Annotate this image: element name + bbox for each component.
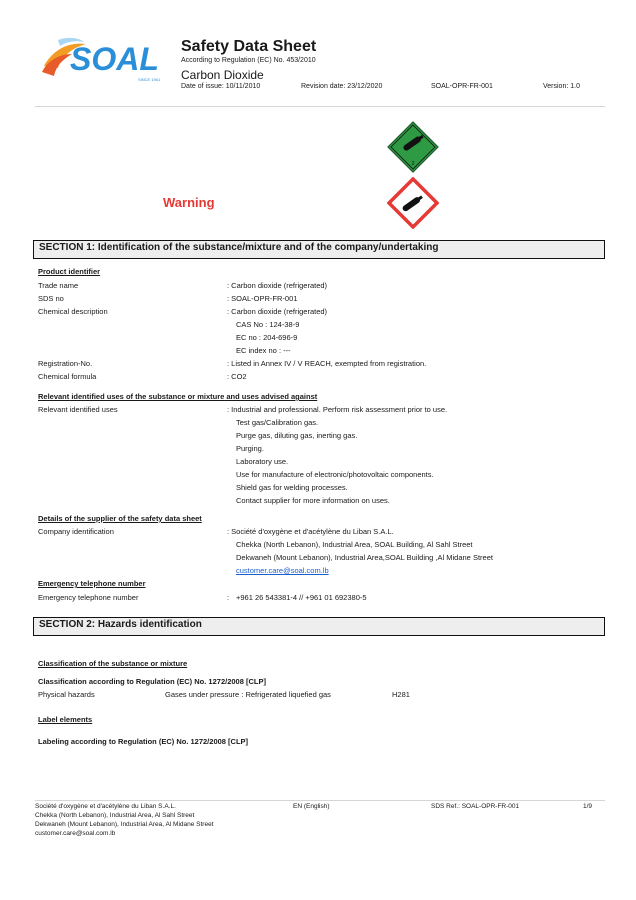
label-elements-heading: Label elements (38, 715, 93, 724)
transport-class-number: 2 (411, 161, 415, 167)
document-reference: SOAL-OPR-FR-001 (431, 83, 493, 90)
section-1-header (33, 240, 605, 259)
footer-address-dekwaneh: Dekwaneh (Mount Lebanon), Industrial Area, Al Midane Street (35, 821, 214, 828)
emergency-phone-heading: Emergency telephone number (38, 579, 146, 588)
use-item: Laboratory use. (236, 457, 289, 466)
use-item: Purging. (236, 444, 264, 453)
emergency-phone-value: +961 26 543381-4 // +961 01 692380-5 (236, 593, 367, 602)
version: Version: 1.0 (543, 83, 580, 90)
emergency-phone-colon: : (227, 593, 230, 602)
relevant-uses-label: Relevant identified uses (38, 405, 118, 414)
footer-address-chekka: Chekka (North Lebanon), Industrial Area, Al Sahl Street (35, 812, 195, 819)
use-item: Shield gas for welding processes. (236, 483, 348, 492)
ec-index-number: EC index no : --- (236, 346, 291, 355)
company-address-chekka: Chekka (North Lebanon), Industrial Area, SOAL Building, Al Sahl Street (236, 540, 473, 549)
logo-text: SOAL (70, 41, 159, 77)
trade-name-value: : Carbon dioxide (refrigerated) (227, 281, 328, 290)
section-2-header (33, 617, 605, 636)
footer-sds-reference: SDS Ref.: SOAL-OPR-FR-001 (431, 803, 520, 810)
chemical-formula-label: Chemical formula (38, 372, 97, 381)
chemical-description-label: Chemical description (38, 307, 108, 316)
sds-no-value: : SOAL-OPR-FR-001 (227, 294, 298, 303)
signal-word: Warning (163, 195, 215, 210)
trade-name-label: Trade name (38, 281, 79, 290)
registration-value: : Listed in Annex IV / V REACH, exempted from registration. (227, 359, 427, 368)
document-title: Safety Data Sheet (181, 38, 317, 55)
revision-date: Revision date: 23/12/2020 (301, 83, 383, 90)
registration-label: Registration-No. (38, 359, 93, 368)
clp-classification-heading: Classification according to Regulation (EC) No. 1272/2008 [CLP] (38, 677, 266, 686)
product-name: Carbon Dioxide (181, 68, 264, 82)
gas-class-2-label-icon (387, 121, 439, 173)
classification-heading: Classification of the substance or mixture (38, 659, 188, 668)
section-2-title: SECTION 2: Hazards identification (39, 619, 202, 630)
sds-no-label: SDS no (38, 294, 64, 303)
header-divider (35, 106, 605, 107)
page-number: 1/9 (583, 803, 593, 810)
company-name: : Société d'oxygène et d'acétylène du Liban S.A.L. (227, 527, 394, 536)
supplier-email-link[interactable]: customer.care@soal.com.lb (236, 566, 329, 575)
chemical-formula-value: : CO2 (227, 372, 247, 381)
company-logo (40, 34, 166, 84)
cas-number: CAS No : 124-38-9 (236, 320, 300, 329)
use-item: Contact supplier for more information on uses. (236, 496, 390, 505)
emergency-phone-label: Emergency telephone number (38, 593, 139, 602)
logo-tagline: SINCE 1961 (138, 77, 161, 82)
use-item: Use for manufacture of electronic/photovoltaic components. (236, 470, 434, 479)
use-item: Purge gas, diluting gas, inerting gas. (236, 431, 358, 440)
physical-hazards-value: Gases under pressure : Refrigerated liquefied gas (165, 690, 331, 699)
chemical-description-value: : Carbon dioxide (refrigerated) (227, 307, 328, 316)
footer-company: Société d'oxygène et d'acétylène du Liban S.A.L. (35, 803, 176, 810)
supplier-details-heading: Details of the supplier of the safety data sheet (38, 514, 202, 523)
product-identifier-heading: Product identifier (38, 267, 101, 276)
regulation-reference: According to Regulation (EC) No. 453/2010 (181, 57, 316, 64)
physical-hazards-label: Physical hazards (38, 690, 95, 699)
date-of-issue: Date of issue: 10/11/2010 (181, 83, 261, 90)
ec-number: EC no : 204-696-9 (236, 333, 298, 342)
company-address-dekwaneh: Dekwaneh (Mount Lebanon), Industrial Area,SOAL Building ,Al Midane Street (236, 553, 493, 562)
footer-email: customer.care@soal.com.lb (35, 830, 116, 837)
relevant-uses-value: : Industrial and professional. Perform risk assessment prior to use. (227, 405, 448, 414)
company-identification-label: Company identification (38, 527, 114, 536)
gas-cylinder-ghs04-icon (387, 177, 439, 229)
footer-language: EN (English) (293, 803, 330, 810)
clp-labeling-heading: Labeling according to Regulation (EC) No. 1272/2008 [CLP] (38, 737, 249, 746)
relevant-uses-heading: Relevant identified uses of the substance or mixture and uses advised against (38, 392, 318, 401)
hazard-statement-code: H281 (392, 690, 410, 699)
footer-divider (35, 800, 605, 801)
section-1-title: SECTION 1: Identification of the substance/mixture and of the company/undertaking (39, 242, 439, 253)
use-item: Test gas/Calibration gas. (236, 418, 319, 427)
